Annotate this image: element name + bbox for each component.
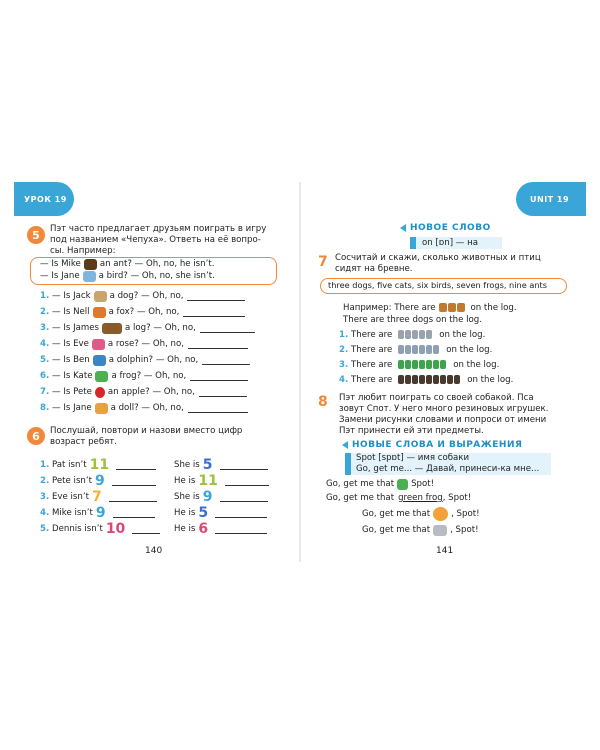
animal-icon [426,330,432,339]
item-number: 4. [339,375,349,385]
example-text: on the log. [470,303,517,313]
exercise-5-instructions [50,224,290,257]
exercise-6-item [40,474,156,488]
page-number-right: 141 [436,546,454,556]
bird-icon [83,271,96,282]
animal-icon [433,360,439,369]
age-number: 10 [105,521,126,537]
exercise-5-item [40,353,250,367]
answer-blank [187,291,245,301]
item-answer-start: an apple? — Oh, no, [107,387,195,397]
line-text: Go, get me that [326,479,395,489]
age-number: 9 [94,473,105,489]
line-text: Go, get me that [326,493,395,503]
spot-line [326,477,434,491]
age-number: 11 [198,473,218,489]
page-number-left: 140 [145,546,163,556]
dolphin-icon [93,355,106,366]
exercise-5-item [40,385,247,399]
item-number: 2. [339,345,349,355]
example-answer: a bird? — Oh, no, she isn’t. [98,271,215,281]
line-text: , Spot! [442,493,472,503]
instruction-line: под названием «Чепуха». Ответь на её вопро- [50,235,261,245]
item-answer-start: a fox? — Oh, no, [108,307,180,317]
item-statement: Dennis isn’t [52,524,103,534]
item-statement: He is [174,508,196,518]
spot-line [362,506,480,522]
animal-icon [433,375,439,384]
exercise-number-5: 5 [27,226,45,244]
item-text: on the log. [446,345,493,355]
instruction-line: сидят на бревне. [335,264,413,274]
example-question: — Is Mike [40,259,81,269]
squirrel-icon [433,507,448,521]
item-answer-start: a dolphin? — Oh, no, [108,355,199,365]
item-answer-start: a doll? — Oh, no, [110,403,184,413]
item-statement: Mike isn’t [52,508,93,518]
item-text: on the log. [453,360,500,370]
exercise-6-item [40,490,157,504]
example-answer: an ant? — Oh, no, he isn’t. [99,259,215,269]
item-number: 3. [40,492,50,502]
exercise-6-item-right [174,522,267,536]
exercise-7-item [339,358,499,372]
item-answer-start: a frog? — Oh, no, [111,371,187,381]
exercise-5-item [40,401,248,415]
animal-icon [419,360,425,369]
item-question: — Is Jane [52,403,92,413]
example-line: There are three dogs on the log. [343,315,482,325]
item-statement: He is [174,524,196,534]
age-number: 9 [202,489,213,505]
exercise-5-item [40,321,255,335]
animal-icon [433,345,439,354]
speaker-icon [400,224,406,232]
exercise-5-item [40,305,245,319]
age-number: 9 [95,505,106,521]
ant-icon [84,259,97,270]
answer-blank [132,524,160,534]
animal-icon [440,360,446,369]
item-number: 1. [40,291,50,301]
cats-icon [398,330,433,340]
animal-icon [398,375,404,384]
item-question: — Is Jack [52,291,91,301]
item-statement: She is [174,460,200,470]
word-bank-text: three dogs, five cats, six birds, seven frogs, nine ants [328,280,548,290]
animal-icon [405,330,411,339]
animal-icon [426,345,432,354]
instruction-line: возраст ребят. [50,437,118,447]
unit-tab: UNIT 19 [516,182,586,216]
exercise-5-item [40,369,248,383]
apple-icon [95,387,105,398]
doll-icon [95,403,108,414]
item-statement: Pete isn’t [52,476,92,486]
frog-icon [95,371,108,382]
dog-icon [94,291,107,302]
exercise-5-item [40,337,248,351]
house-icon [397,479,408,490]
item-text: There are [351,360,393,370]
animal-icon [412,330,418,339]
spot-line [362,523,479,537]
exercise-number-6: 6 [27,427,45,445]
animal-icon [447,375,453,384]
ants-icon [398,375,461,385]
answer-blank [190,371,248,381]
exercise-6-item-right [174,506,267,520]
animal-icon [419,345,425,354]
new-word-header [400,223,491,233]
exercise-7-instructions [335,253,585,275]
answer-blank [188,339,248,349]
instruction-line: Замени рисунки словами и попроси от имени [339,415,547,425]
line-text: , Spot! [451,509,480,519]
example-text: Например: There are [343,303,436,313]
example-question: — Is Jane [40,271,80,281]
book-spine [299,182,301,562]
animal-icon [405,360,411,369]
animal-icon [398,345,404,354]
instruction-line: сы. Например: [50,246,116,256]
item-text: on the log. [467,375,514,385]
log-icon [102,323,122,334]
age-number: 5 [198,505,209,521]
line-text: , Spot! [450,525,479,535]
frogs-icon [398,360,447,370]
animal-icon [440,375,446,384]
item-number: 4. [40,339,50,349]
animal-icon [419,375,425,384]
lesson-tab: УРОК 19 [14,182,74,216]
dogs-icon [439,303,466,313]
exercise-number-8: 8 [318,394,328,410]
item-question: — Is James [52,323,100,333]
instruction-line: зовут Спот. У него много резиновых игрушек. [339,404,549,414]
exercise-6-item [40,458,156,472]
item-text: There are [351,375,393,385]
vocab-entry: Go, get me... — Давай, принеси-ка мне... [356,464,540,474]
item-answer-start: a rose? — Oh, no, [107,339,184,349]
animal-icon [419,330,425,339]
vocab-entry: Spot [spɒt] — имя собаки [356,453,470,463]
birds-icon [398,345,440,355]
item-number: 2. [40,476,50,486]
item-question: — Is Nell [52,307,90,317]
exercise-6-item-right [174,458,268,472]
answer-blank [220,460,268,470]
exercise-6-item-right [174,490,268,504]
new-word-header-label: НОВОЕ СЛОВО [410,223,491,233]
animal-icon [412,345,418,354]
instruction-line: Сосчитай и скажи, сколько животных и птиц [335,253,541,263]
animal-icon [398,360,404,369]
age-number: 11 [89,457,110,473]
item-number: 2. [40,307,50,317]
item-number: 7. [40,387,50,397]
item-statement: Pat isn’t [52,460,87,470]
exercise-6-instructions [50,426,290,448]
item-number: 5. [40,355,50,365]
answer-blank [225,476,269,486]
exercise-6-item [40,522,160,536]
item-answer-start: a log? — Oh, no, [125,323,196,333]
new-word-entry: on [ɒn] — на [422,238,478,248]
answer-blank [183,307,245,317]
answer-text: green frog [398,493,443,503]
spot-line [326,491,471,505]
rose-icon [92,339,105,350]
speaker-icon [342,441,348,449]
item-question: — Is Pete [52,387,92,397]
age-number: 6 [198,521,209,537]
item-question: — Is Ben [52,355,90,365]
new-words-header-label: НОВЫЕ СЛОВА И ВЫРАЖЕНИЯ [352,440,523,450]
animal-icon [412,360,418,369]
answer-blank [215,508,267,518]
instruction-line: Послушай, повтори и назови вместо цифр [50,426,243,436]
animal-icon [426,360,432,369]
answer-blank [113,508,155,518]
answer-blank [200,323,255,333]
mouse-icon [433,525,447,536]
age-number: 5 [202,457,213,473]
item-statement: She is [174,492,200,502]
exercise-6-item [40,506,155,520]
exercise-5-item [40,289,245,303]
item-text: There are [351,345,393,355]
animal-icon [405,375,411,384]
answer-blank [112,476,156,486]
animal-icon [398,330,404,339]
exercise-7-item [339,373,513,387]
item-number: 6. [40,371,50,381]
item-number: 5. [40,524,50,534]
exercise-7-item [339,328,485,342]
answer-blank [188,403,248,413]
item-text: on the log. [439,330,486,340]
item-text: There are [351,330,393,340]
line-text: Go, get me that [362,525,431,535]
animal-icon [405,345,411,354]
vocab-entries [356,453,539,475]
exercise-7-item [339,343,492,357]
item-number: 4. [40,508,50,518]
item-question: — Is Eve [52,339,89,349]
item-statement: He is [174,476,196,486]
answer-blank [220,492,268,502]
animal-icon [426,375,432,384]
item-number: 8. [40,403,50,413]
line-text: Go, get me that [362,509,431,519]
instruction-line: Пэт принести ей эти предметы. [339,426,484,436]
item-number: 3. [339,360,349,370]
instruction-line: Пэт любит поиграть со своей собакой. Пса [339,393,534,403]
item-number: 1. [40,460,50,470]
exercise-number-7: 7 [318,254,328,270]
exercise-8-instructions [339,393,589,437]
item-question: — Is Kate [52,371,93,381]
answer-blank [116,460,156,470]
item-number: 3. [40,323,50,333]
answer-blank [202,355,250,365]
item-number: 1. [339,330,349,340]
new-words-header [342,440,522,450]
item-statement: Eve isn’t [52,492,89,502]
animal-icon [454,375,460,384]
example-line [40,269,215,283]
exercise-6-item-right [174,474,269,488]
line-text: Spot! [411,479,435,489]
answer-blank [215,524,267,534]
answer-blank [199,387,247,397]
animal-icon [412,375,418,384]
answer-blank [109,492,157,502]
item-answer-start: a dog? — Oh, no, [109,291,184,301]
instruction-line: Пэт часто предлагает друзьям поиграть в игру [50,224,267,234]
age-number: 7 [91,489,102,505]
fox-icon [93,307,106,318]
